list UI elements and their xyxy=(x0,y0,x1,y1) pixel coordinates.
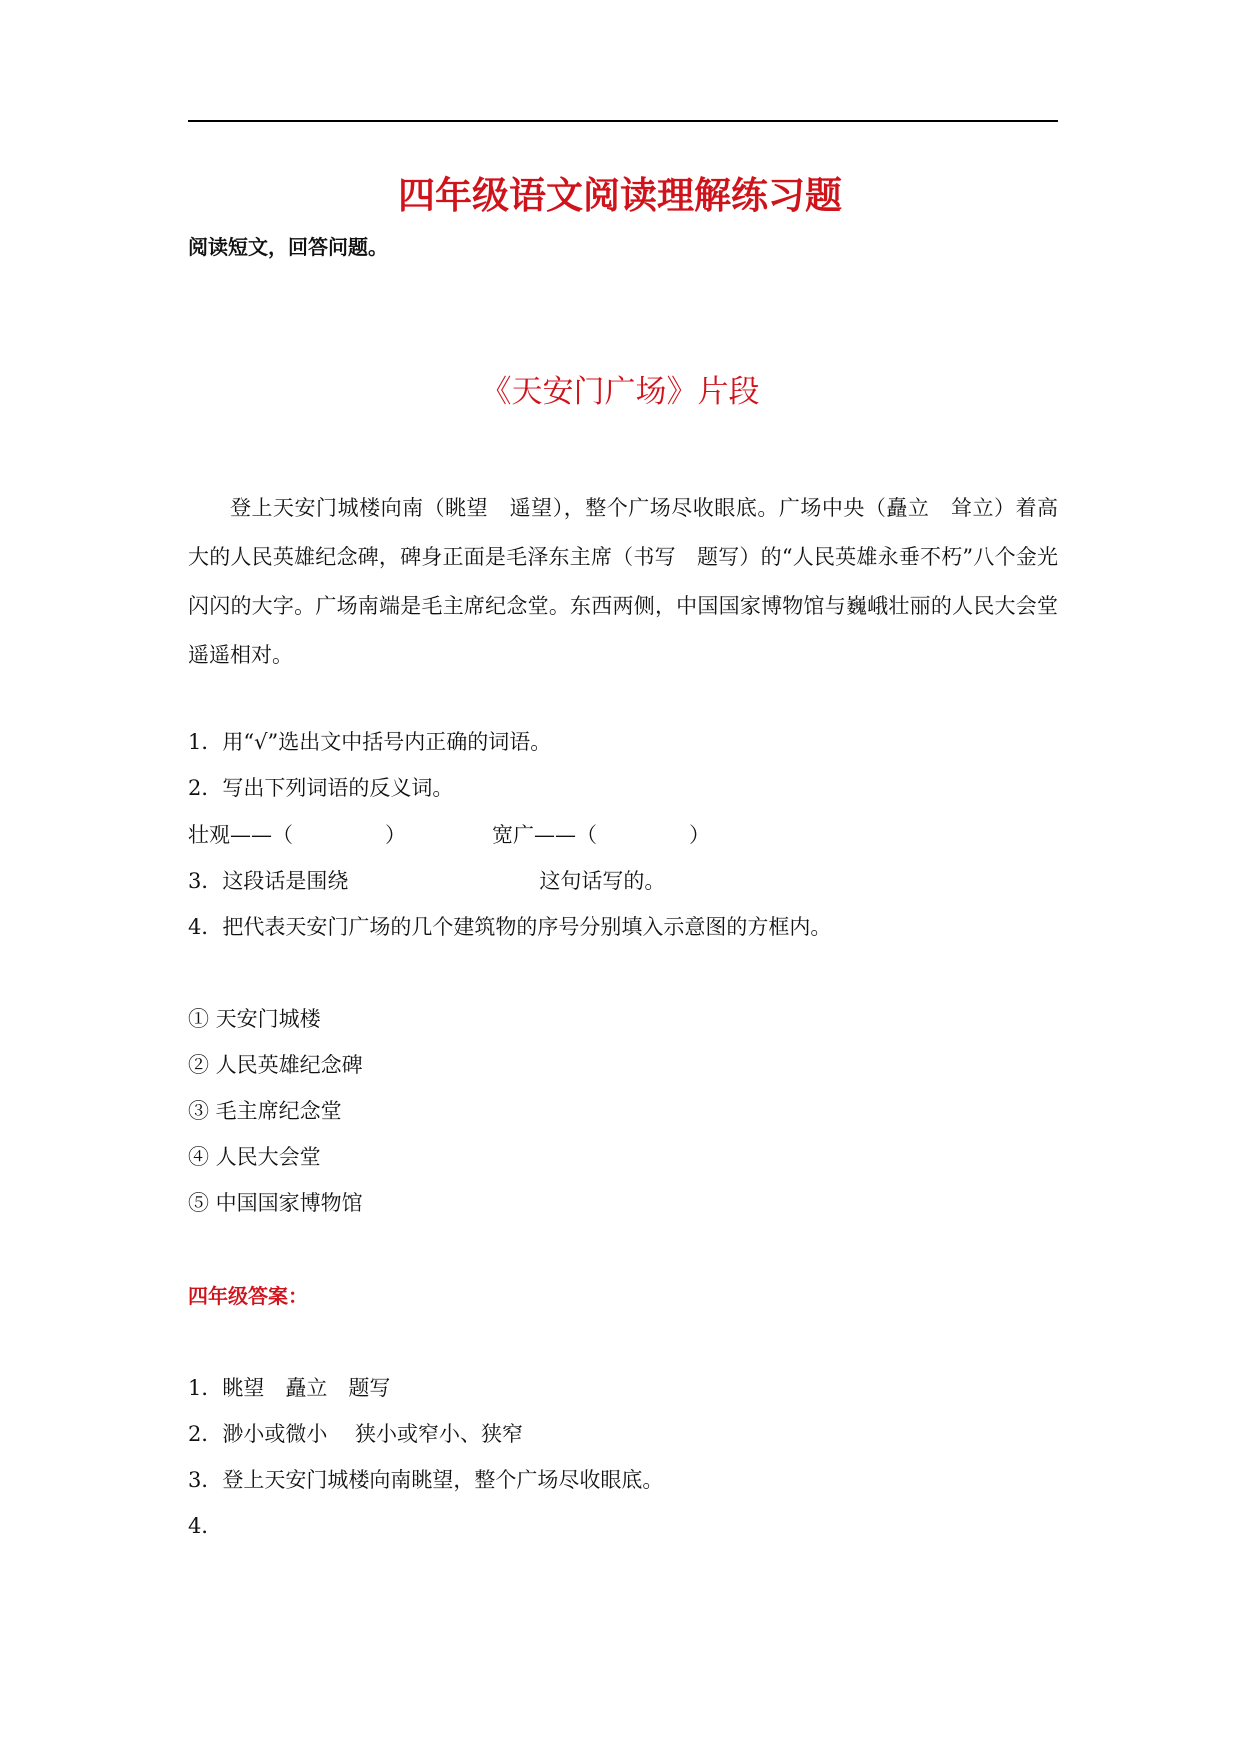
antonym-close-a: ） xyxy=(385,823,406,847)
antonym-word-a: 壮观——（ xyxy=(188,823,293,847)
answer-1: 1．眺望 矗立 题写 xyxy=(188,1376,391,1400)
building-item-5: ⑤ 中国国家博物馆 xyxy=(188,1191,363,1215)
antonym-close-b: ） xyxy=(689,823,710,847)
question-3-suffix: 这句话写的。 xyxy=(539,869,666,893)
question-2: 2．写出下列词语的反义词。 xyxy=(188,776,454,800)
question-2-antonym-row xyxy=(188,820,710,850)
question-1: 1．用“√”选出文中括号内正确的词语。 xyxy=(188,730,552,754)
building-item-2: ② 人民英雄纪念碑 xyxy=(188,1053,363,1077)
instruction-text: 阅读短文，回答问题。 xyxy=(188,235,388,259)
answers-heading: 四年级答案： xyxy=(188,1284,308,1308)
building-item-1: ① 天安门城楼 xyxy=(188,1007,321,1031)
building-item-4: ④ 人民大会堂 xyxy=(188,1145,321,1169)
top-horizontal-rule xyxy=(188,120,1058,122)
document-title: 四年级语文阅读理解练习题 xyxy=(398,174,842,217)
passage-title: 《天安门广场》片段 xyxy=(480,374,760,410)
answer-3: 3．登上天安门城楼向南眺望，整个广场尽收眼底。 xyxy=(188,1468,664,1492)
passage-body: 登上天安门城楼向南（眺望 遥望），整个广场尽收眼底。广场中央（矗立 耸立）着高大的人民英雄纪念碑，碑身正面是毛泽东主席（书写 题写）的“人民英雄永垂不朽”八个金光闪闪的大字。广场南端是毛主席纪念堂。东西两侧，中国国家博物馆与巍峨壮丽的人民大会堂遥遥相对。 xyxy=(188,496,1058,667)
question-3 xyxy=(188,866,665,896)
question-4: 4．把代表天安门广场的几个建筑物的序号分别填入示意图的方框内。 xyxy=(188,915,832,939)
building-item-3: ③ 毛主席纪念堂 xyxy=(188,1099,342,1123)
answer-2: 2．渺小或微小 狭小或窄小、狭窄 xyxy=(188,1422,524,1446)
answer-4: 4． xyxy=(188,1514,223,1538)
antonym-word-b: 宽广——（ xyxy=(492,823,597,847)
question-3-prefix: 3．这段话是围绕 xyxy=(188,869,349,893)
